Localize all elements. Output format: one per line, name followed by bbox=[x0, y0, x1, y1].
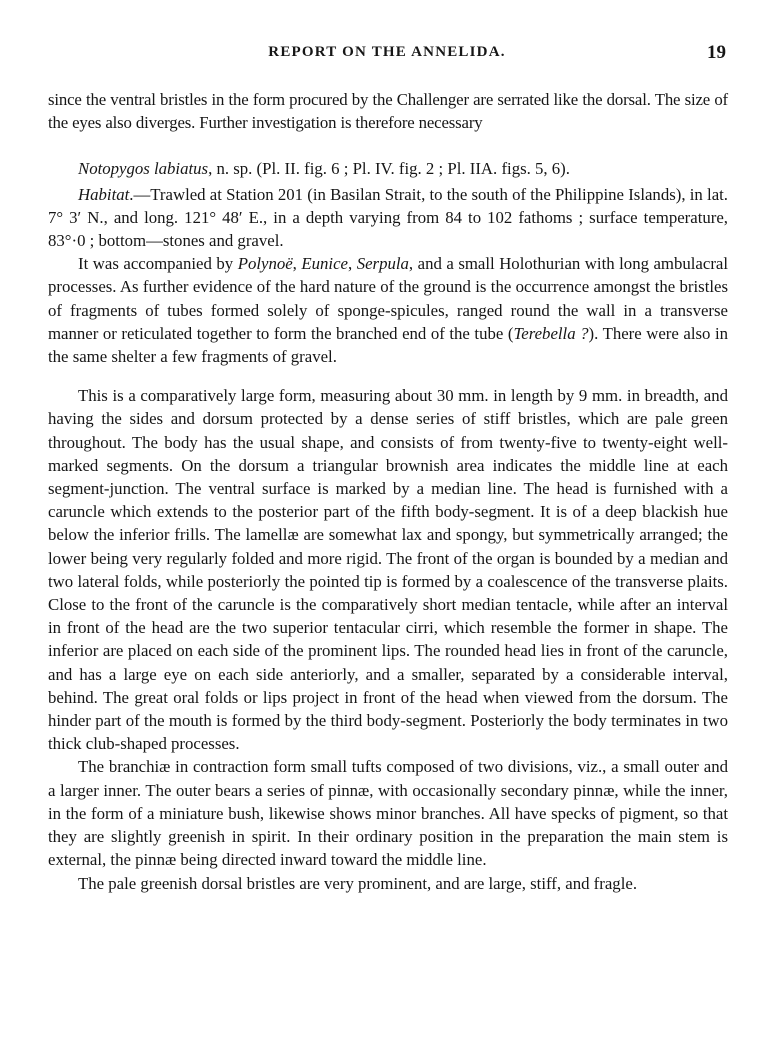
paragraph-accompanied bbox=[48, 252, 728, 368]
text-run: This is a comparatively large form, measuring about 30 mm. in length by 9 mm. in breadth, and having the sides and dorsum protected by a dense series of stiff bristles, which are pale green throughout. The body has the usual shape, and consists of from twenty-five to twenty-eight well-marked segments. On the dorsum a triangular brownish area indicates the middle line at each segment-junction. The ventral surface is marked by a median line. The head is furnished with a caruncle which extends to the posterior part of the fifth body-segment. It is of a deep blackish hue below the inferior frills. The lamellæ are somewhat lax and spongy, but symmetrically arranged; the lower being very regularly folded and more rigid. The front of the organ is bounded by a median and two lateral folds, while posteriorly the pointed tip is formed by a coalescence of the transverse plaits. Close to the front of the caruncle is the comparatively short median tentacle, while after an interval in front of the head are the two superior tentacular cirri, which resemble the former in shape. The inferior are placed on each side of the prominent lips. The rounded head lies in front of the caruncle, and has a large eye on each side anteriorly, and a smaller, separated by a considerable interval, behind. The great oral folds or lips project in front of the head when viewed from the dorsum. The hinder part of the mouth is formed by the third body-segment. Posteriorly the body terminates in two thick club-shaped processes. bbox=[48, 386, 728, 754]
text-run: It was accompanied by bbox=[78, 254, 238, 274]
text-run: , and a small Holothurian with long ambulacral processes. As further evidence of the hard nature of the ground is the occurrence amongst the bristles of fragments of tubes formed solely of sponge-spicules, ranged round the wall in a transverse manner or reticulated together to form the branched end of the tube ( bbox=[48, 254, 729, 343]
running-title: REPORT ON THE ANNELIDA. bbox=[268, 44, 506, 60]
page-number: 19 bbox=[707, 42, 726, 63]
text-run: ). There were also in the same shelter a few fragments of gravel. bbox=[48, 323, 729, 367]
genus-name: Serpula bbox=[356, 254, 409, 274]
genus-name: Terebella ? bbox=[513, 323, 589, 343]
species-heading bbox=[48, 157, 728, 180]
text-run: The branchiæ in contraction form small tufts composed of two divisions, viz., a small outer and a larger inner. The outer bears a series of pinnæ, with occasionally secondary pinnæ, while the inner, in the form of a miniature bush, likewise shows minor branches. All have specks of pigment, so that they are slightly greenish in spirit. In their ordinary position in the preparation the main stem is external, the pinnæ being directed inward toward the middle line. bbox=[48, 757, 728, 870]
habitat-label: Habitat bbox=[78, 184, 130, 204]
body-text bbox=[48, 88, 728, 895]
paragraph-bristles bbox=[48, 872, 728, 895]
genus-name: Eunice bbox=[301, 254, 348, 274]
text-run: The pale greenish dorsal bristles are very prominent, and are large, stiff, and fragle. bbox=[78, 873, 638, 893]
text-run: , bbox=[347, 254, 357, 274]
paragraph-continuation bbox=[48, 88, 728, 134]
species-name: Notopygos labiatus bbox=[78, 159, 209, 179]
paragraph-branchiae bbox=[48, 755, 728, 871]
paragraph-description bbox=[48, 384, 728, 755]
paragraph-habitat bbox=[48, 183, 728, 253]
page-header bbox=[48, 44, 726, 68]
text-run: since the ventral bristles in the form procured by the Challenger are serrated like the dorsal. The size of the eyes also diverges. Further investigation is therefore necessary bbox=[48, 90, 728, 133]
text-run: .—Trawled at Station 201 (in Basilan Strait, to the south of the Philippine Islands), in lat. 7° 3′ N., and long. 121° 48′ E., in a depth varying from 84 to 102 fathoms ; surface temperature, 83°·0 ; bottom—stones and gravel. bbox=[48, 184, 728, 251]
text-run: , n. sp. (Pl. II. fig. 6 ; Pl. IV. fig. 2 ; Pl. IIA. figs. 5, 6). bbox=[208, 159, 570, 179]
text-run: , bbox=[292, 254, 302, 274]
genus-name: Polynoë bbox=[237, 254, 293, 274]
